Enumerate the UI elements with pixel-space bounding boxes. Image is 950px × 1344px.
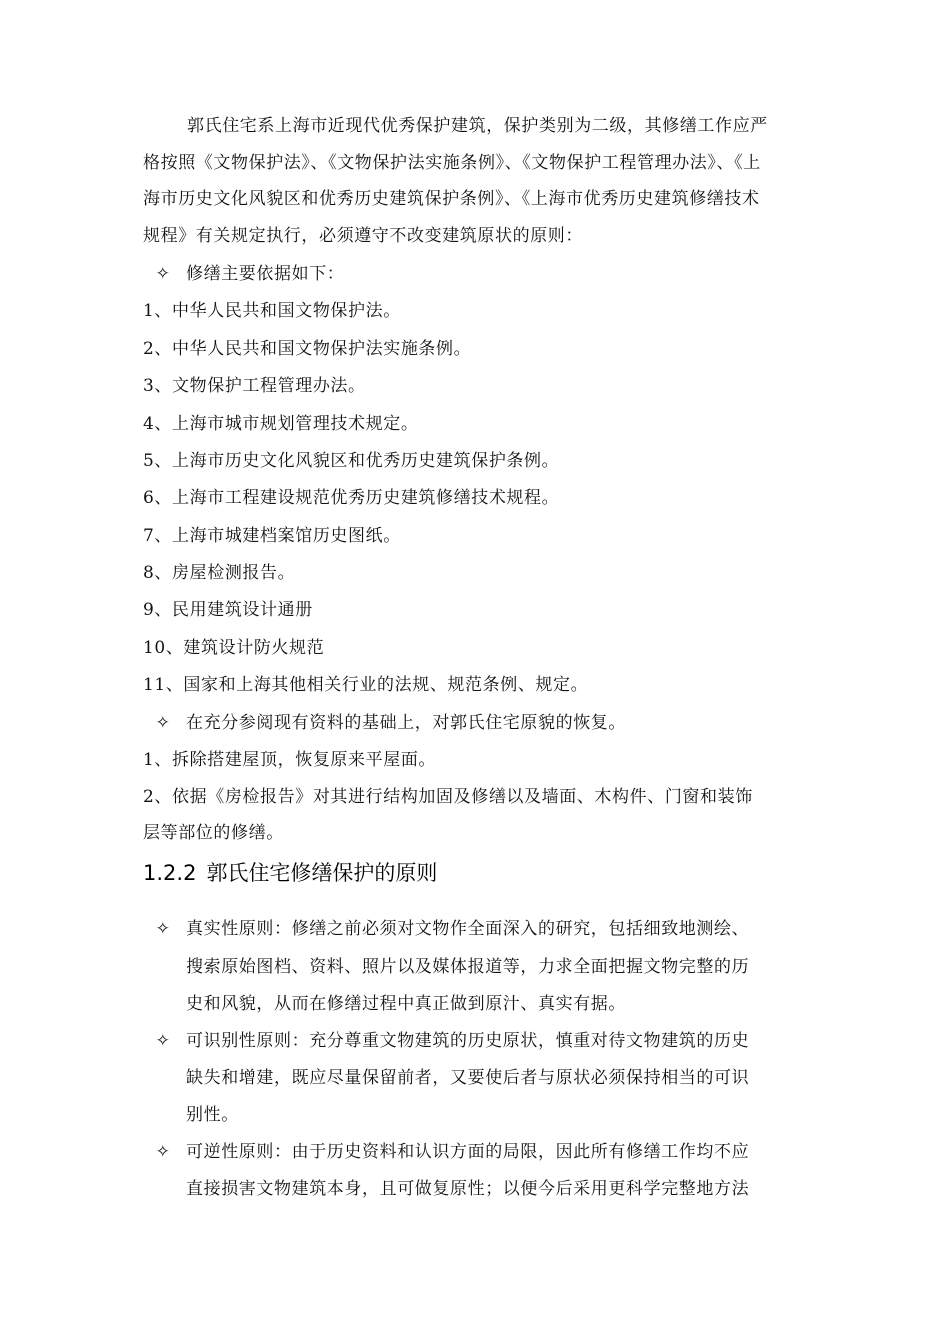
restore-item-2-cont: 层等部位的修缮。 (143, 823, 284, 843)
basis-item-10: 10、建筑设计防火规范 (143, 638, 325, 658)
principle-1-text: 真实性原则：修缮之前必须对文物作全面深入的研究，包括细致地测绘、 (186, 919, 750, 939)
principle-2-line-2: 缺失和增建，既应尽量保留前者，又要使后者与原状必须保持相当的可识 (186, 1068, 750, 1088)
basis-item-11: 11、国家和上海其他相关行业的法规、规范条例、规定。 (143, 675, 589, 695)
principle-1-line-1 (152, 919, 832, 939)
intro-line-2: 格按照《文物保护法》、《文物保护法实施条例》、《文物保护工程管理办法》、《上 (143, 153, 761, 173)
intro-line-3: 海市历史文化风貌区和优秀历史建筑保护条例》、《上海市优秀历史建筑修缮技术 (143, 189, 760, 209)
diamond-bullet-icon: ✧ (155, 264, 171, 284)
principle-3-text: 可逆性原则：由于历史资料和认识方面的局限，因此所有修缮工作均不应 (186, 1142, 750, 1162)
section-number: 1.2.2 (143, 861, 197, 885)
intro-line-1: 郭氏住宅系上海市近现代优秀保护建筑，保护类别为二级，其修缮工作应严 (187, 116, 768, 136)
basis-item-8: 8、房屋检测报告。 (143, 563, 296, 583)
section-title: 郭氏住宅修缮保护的原则 (206, 861, 438, 885)
intro-line-4: 规程》有关规定执行，必须遵守不改变建筑原状的原则： (143, 226, 583, 246)
basis-item-5: 5、上海市历史文化风貌区和优秀历史建筑保护条例。 (143, 451, 560, 471)
diamond-bullet-icon: ✧ (155, 713, 171, 733)
principle-3-line-2: 直接损害文物建筑本身，且可做复原性；以便今后采用更科学完整地方法 (186, 1179, 750, 1199)
principle-3-line-1 (152, 1142, 832, 1162)
principle-1-line-3: 史和风貌，从而在修缮过程中真正做到原汁、真实有据。 (186, 994, 626, 1014)
basis-item-9: 9、民用建筑设计通册 (143, 600, 313, 620)
basis-title: 修缮主要依据如下： (186, 264, 345, 284)
basis-item-1: 1、中华人民共和国文物保护法。 (143, 301, 401, 321)
basis-item-3: 3、文物保护工程管理办法。 (143, 376, 366, 396)
principle-1-line-2: 搜索原始图档、资料、照片以及媒体报道等，力求全面把握文物完整的历 (186, 957, 750, 977)
diamond-bullet-icon: ✧ (155, 1031, 171, 1051)
principle-2-line-3: 别性。 (186, 1105, 239, 1125)
basis-heading (152, 264, 832, 284)
principle-2-line-1 (152, 1031, 832, 1051)
basis-item-2: 2、中华人民共和国文物保护法实施条例。 (143, 339, 472, 359)
section-heading (143, 860, 437, 886)
principle-2-text: 可识别性原则：充分尊重文物建筑的历史原状，慎重对待文物建筑的历史 (186, 1031, 750, 1051)
diamond-bullet-icon: ✧ (155, 1142, 171, 1162)
basis-item-4: 4、上海市城市规划管理技术规定。 (143, 414, 419, 434)
diamond-bullet-icon: ✧ (155, 919, 171, 939)
basis-item-7: 7、上海市城建档案馆历史图纸。 (143, 526, 401, 546)
restore-item-1: 1、拆除搭建屋顶，恢复原来平屋面。 (143, 750, 437, 770)
basis-item-6: 6、上海市工程建设规范优秀历史建筑修缮技术规程。 (143, 488, 560, 508)
restore-heading (152, 713, 832, 733)
restore-item-2: 2、依据《房检报告》对其进行结构加固及修缮以及墙面、木构件、门窗和装饰 (143, 787, 753, 807)
restore-title: 在充分参阅现有资料的基础上，对郭氏住宅原貌的恢复。 (186, 713, 626, 733)
